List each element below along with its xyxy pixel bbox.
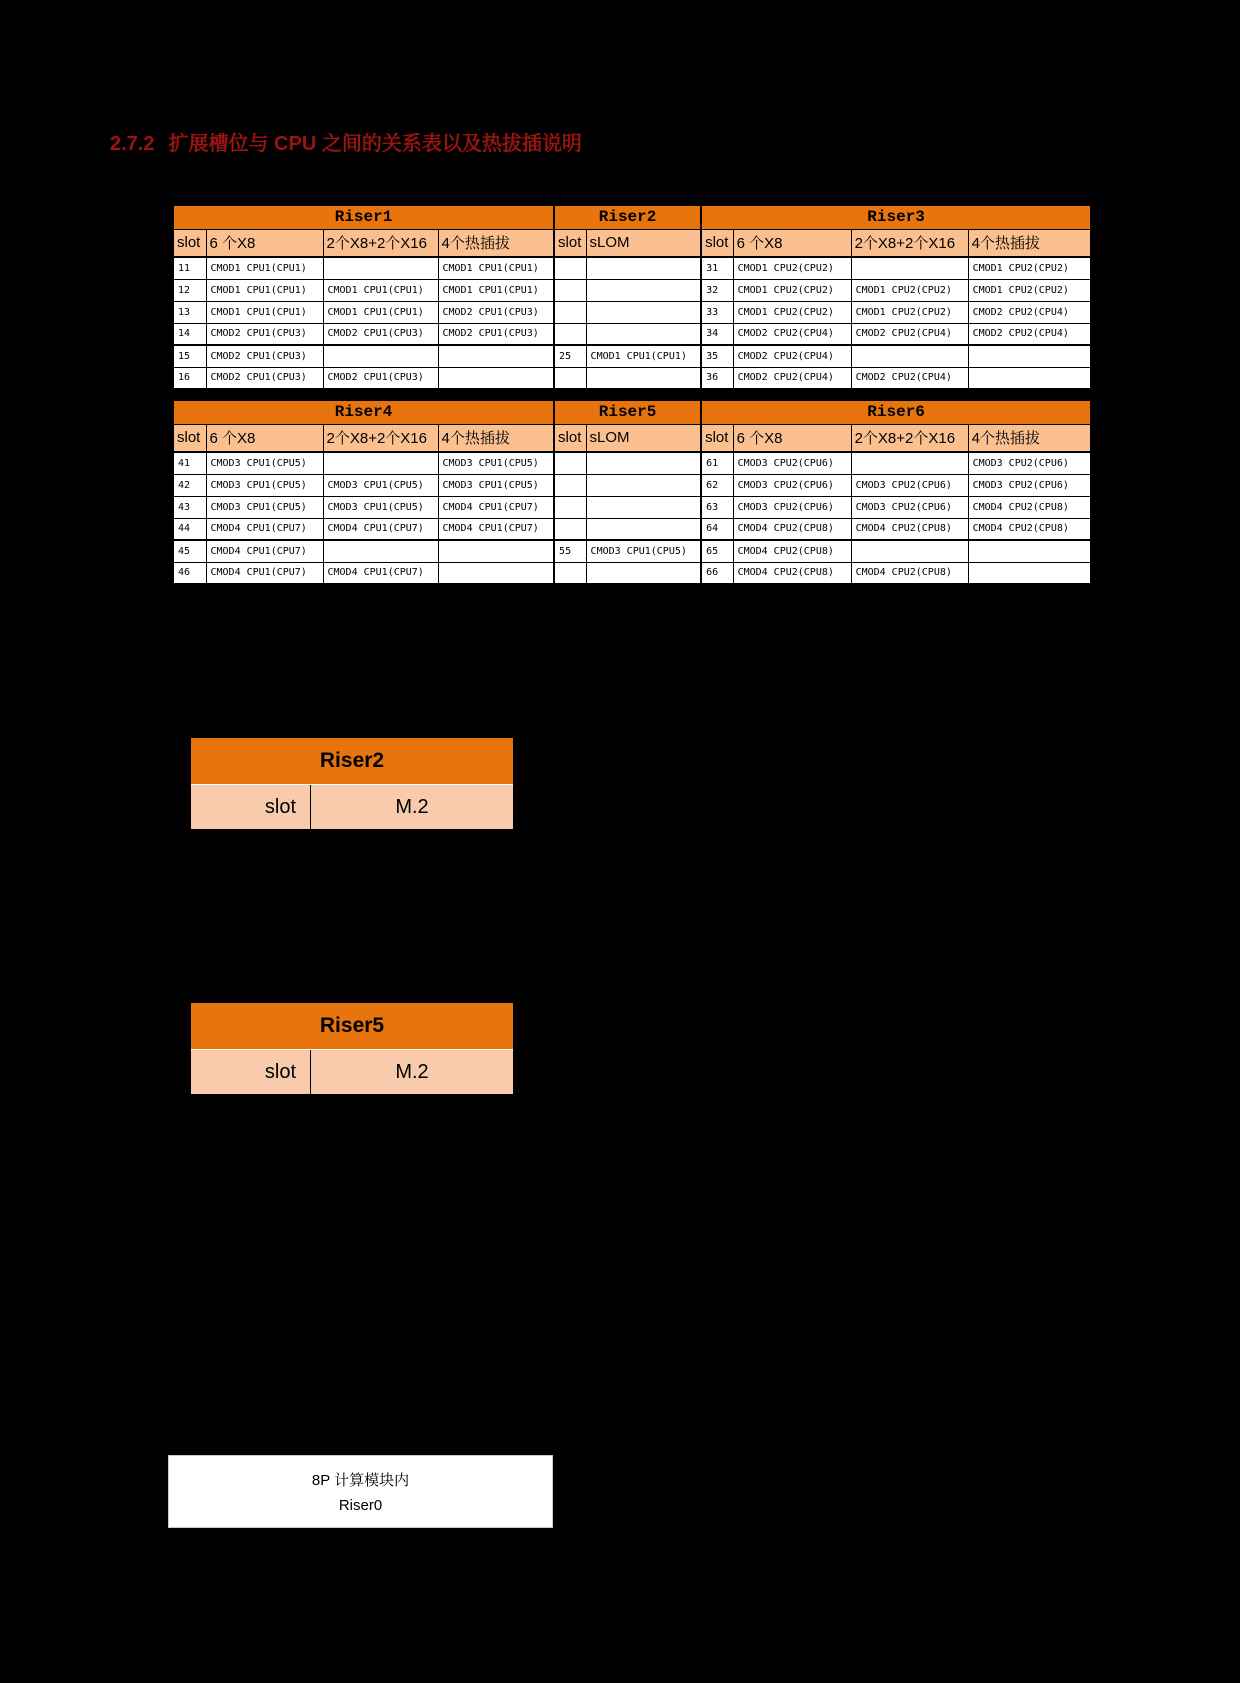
column-header: slot bbox=[554, 424, 586, 452]
cpu-mapping-cell: CMOD2 CPU1(CPU3) bbox=[323, 367, 438, 389]
slot-cell: 45 bbox=[173, 540, 206, 562]
cpu-mapping-cell: CMOD3 CPU1(CPU5) bbox=[586, 540, 701, 562]
riser-1-2-3-table bbox=[172, 204, 1092, 390]
cpu-mapping-cell: CMOD3 CPU2(CPU6) bbox=[733, 496, 851, 518]
cpu-mapping-cell: CMOD3 CPU2(CPU6) bbox=[733, 474, 851, 496]
slot-cell: 62 bbox=[701, 474, 733, 496]
riser-group-header: Riser4 bbox=[173, 400, 554, 424]
cpu-mapping-cell bbox=[968, 367, 1091, 389]
slot-cell: 44 bbox=[173, 518, 206, 540]
section-title: 扩展槽位与 CPU 之间的关系表以及热拔插说明 bbox=[168, 133, 582, 155]
cpu-mapping-cell bbox=[851, 452, 968, 474]
riser2-m2-title: Riser2 bbox=[191, 738, 513, 784]
cpu-mapping-cell: CMOD3 CPU2(CPU6) bbox=[968, 474, 1091, 496]
cpu-mapping-cell bbox=[438, 367, 554, 389]
slot-cell: 25 bbox=[554, 345, 586, 367]
column-header: slot bbox=[701, 229, 733, 257]
riser0-module-box bbox=[168, 1455, 553, 1528]
cpu-mapping-cell: CMOD2 CPU2(CPU4) bbox=[968, 301, 1091, 323]
cpu-mapping-cell: CMOD3 CPU1(CPU5) bbox=[206, 496, 323, 518]
column-header: 6 个X8 bbox=[733, 229, 851, 257]
cpu-mapping-cell: CMOD1 CPU1(CPU1) bbox=[586, 345, 701, 367]
slot-cell bbox=[554, 301, 586, 323]
riser2-m2-row bbox=[191, 784, 513, 829]
slot-cell bbox=[554, 496, 586, 518]
slot-cell bbox=[554, 257, 586, 279]
cpu-mapping-cell: CMOD3 CPU1(CPU5) bbox=[438, 474, 554, 496]
slot-cell bbox=[554, 474, 586, 496]
column-header: 4个热插拔 bbox=[438, 229, 554, 257]
cpu-mapping-cell bbox=[586, 474, 701, 496]
cpu-mapping-cell: CMOD3 CPU1(CPU5) bbox=[206, 452, 323, 474]
slot-cell: 64 bbox=[701, 518, 733, 540]
cpu-mapping-cell: CMOD2 CPU2(CPU4) bbox=[968, 323, 1091, 345]
cpu-mapping-cell bbox=[586, 496, 701, 518]
slot-cell: 12 bbox=[173, 279, 206, 301]
cpu-mapping-cell: CMOD4 CPU1(CPU7) bbox=[323, 518, 438, 540]
column-header: 6 个X8 bbox=[206, 229, 323, 257]
cpu-mapping-cell: CMOD4 CPU2(CPU8) bbox=[851, 562, 968, 584]
cpu-mapping-cell bbox=[851, 257, 968, 279]
column-header: 2个X8+2个X16 bbox=[323, 424, 438, 452]
slot-cell: 35 bbox=[701, 345, 733, 367]
cpu-mapping-cell: CMOD4 CPU1(CPU7) bbox=[438, 496, 554, 518]
cpu-mapping-cell bbox=[438, 345, 554, 367]
cpu-mapping-cell bbox=[438, 540, 554, 562]
riser-group-header: Riser1 bbox=[173, 205, 554, 229]
cpu-mapping-cell: CMOD2 CPU2(CPU4) bbox=[733, 345, 851, 367]
cpu-mapping-cell: CMOD4 CPU1(CPU7) bbox=[438, 518, 554, 540]
column-header: slot bbox=[701, 424, 733, 452]
cpu-mapping-cell: CMOD1 CPU2(CPU2) bbox=[733, 279, 851, 301]
cpu-mapping-cell bbox=[851, 540, 968, 562]
cpu-mapping-cell: CMOD3 CPU1(CPU5) bbox=[206, 474, 323, 496]
slot-cell bbox=[554, 452, 586, 474]
cpu-mapping-cell: CMOD1 CPU2(CPU2) bbox=[968, 257, 1091, 279]
column-header: 6 个X8 bbox=[733, 424, 851, 452]
riser-group-header: Riser5 bbox=[554, 400, 701, 424]
riser0-module-line2: Riser0 bbox=[338, 1497, 383, 1514]
cpu-mapping-cell: CMOD2 CPU1(CPU3) bbox=[438, 301, 554, 323]
riser5-m2-slot-label: slot bbox=[191, 1050, 311, 1094]
cpu-mapping-cell: CMOD2 CPU1(CPU3) bbox=[323, 323, 438, 345]
cpu-mapping-cell bbox=[586, 518, 701, 540]
slot-cell bbox=[554, 518, 586, 540]
riser0-module-line1: 8P 计算模块内 bbox=[311, 1472, 410, 1489]
cpu-mapping-cell: CMOD4 CPU2(CPU8) bbox=[851, 518, 968, 540]
cpu-mapping-cell: CMOD1 CPU2(CPU2) bbox=[851, 279, 968, 301]
slot-cell: 36 bbox=[701, 367, 733, 389]
cpu-mapping-cell: CMOD4 CPU2(CPU8) bbox=[733, 562, 851, 584]
riser2-m2-value-label: M.2 bbox=[395, 796, 429, 818]
riser-group-header: Riser2 bbox=[554, 205, 701, 229]
riser5-m2-table bbox=[190, 1002, 514, 1095]
cpu-mapping-cell: CMOD1 CPU2(CPU2) bbox=[851, 301, 968, 323]
slot-cell: 61 bbox=[701, 452, 733, 474]
slot-cell bbox=[554, 562, 586, 584]
cpu-mapping-cell bbox=[586, 452, 701, 474]
slot-cell bbox=[554, 323, 586, 345]
slot-cell: 16 bbox=[173, 367, 206, 389]
column-header: 4个热插拔 bbox=[968, 424, 1091, 452]
slot-cell: 63 bbox=[701, 496, 733, 518]
cpu-mapping-cell: CMOD2 CPU2(CPU4) bbox=[733, 367, 851, 389]
column-header: sLOM bbox=[586, 229, 701, 257]
slot-cell: 34 bbox=[701, 323, 733, 345]
section-heading bbox=[110, 127, 582, 156]
slot-cell: 66 bbox=[701, 562, 733, 584]
slot-cell: 46 bbox=[173, 562, 206, 584]
slot-cell: 33 bbox=[701, 301, 733, 323]
column-header: slot bbox=[554, 229, 586, 257]
cpu-mapping-cell: CMOD1 CPU1(CPU1) bbox=[438, 257, 554, 279]
cpu-mapping-cell: CMOD4 CPU2(CPU8) bbox=[968, 518, 1091, 540]
riser5-m2-value-label: M.2 bbox=[395, 1061, 429, 1083]
column-header: 2个X8+2个X16 bbox=[851, 229, 968, 257]
cpu-mapping-cell bbox=[586, 257, 701, 279]
cpu-mapping-cell bbox=[586, 279, 701, 301]
cpu-mapping-cell: CMOD4 CPU2(CPU8) bbox=[968, 496, 1091, 518]
cpu-mapping-cell: CMOD1 CPU2(CPU2) bbox=[733, 257, 851, 279]
cpu-mapping-cell bbox=[586, 367, 701, 389]
slot-cell: 15 bbox=[173, 345, 206, 367]
cpu-mapping-cell: CMOD4 CPU2(CPU8) bbox=[733, 540, 851, 562]
riser5-m2-title: Riser5 bbox=[191, 1003, 513, 1049]
cpu-mapping-cell bbox=[968, 540, 1091, 562]
cpu-mapping-cell: CMOD2 CPU2(CPU4) bbox=[851, 367, 968, 389]
cpu-mapping-cell: CMOD1 CPU1(CPU1) bbox=[206, 301, 323, 323]
cpu-mapping-cell: CMOD1 CPU1(CPU1) bbox=[323, 279, 438, 301]
cpu-mapping-cell: CMOD3 CPU1(CPU5) bbox=[323, 474, 438, 496]
slot-cell: 11 bbox=[173, 257, 206, 279]
cpu-mapping-cell: CMOD1 CPU2(CPU2) bbox=[733, 301, 851, 323]
slot-cell: 42 bbox=[173, 474, 206, 496]
cpu-mapping-cell: CMOD3 CPU2(CPU6) bbox=[968, 452, 1091, 474]
slot-cell: 43 bbox=[173, 496, 206, 518]
cpu-mapping-cell: CMOD2 CPU1(CPU3) bbox=[206, 345, 323, 367]
cpu-mapping-cell: CMOD2 CPU2(CPU4) bbox=[851, 323, 968, 345]
cpu-mapping-cell bbox=[968, 345, 1091, 367]
cpu-mapping-cell: CMOD4 CPU1(CPU7) bbox=[206, 540, 323, 562]
slot-cell: 41 bbox=[173, 452, 206, 474]
cpu-mapping-cell: CMOD2 CPU1(CPU3) bbox=[438, 323, 554, 345]
cpu-mapping-cell bbox=[323, 540, 438, 562]
column-header: slot bbox=[173, 424, 206, 452]
slot-cell: 65 bbox=[701, 540, 733, 562]
slot-cell: 14 bbox=[173, 323, 206, 345]
section-number: 2.7.2 bbox=[110, 133, 155, 155]
cpu-mapping-cell: CMOD3 CPU1(CPU5) bbox=[323, 496, 438, 518]
slot-cell: 32 bbox=[701, 279, 733, 301]
cpu-mapping-cell: CMOD3 CPU1(CPU5) bbox=[438, 452, 554, 474]
cpu-mapping-cell: CMOD2 CPU1(CPU3) bbox=[206, 367, 323, 389]
cpu-mapping-cell bbox=[323, 257, 438, 279]
cpu-mapping-cell: CMOD4 CPU1(CPU7) bbox=[323, 562, 438, 584]
cpu-mapping-cell bbox=[323, 452, 438, 474]
cpu-mapping-cell bbox=[323, 345, 438, 367]
cpu-mapping-cell bbox=[586, 323, 701, 345]
slot-cell: 31 bbox=[701, 257, 733, 279]
column-header: sLOM bbox=[586, 424, 701, 452]
cpu-mapping-cell: CMOD2 CPU2(CPU4) bbox=[733, 323, 851, 345]
column-header: 2个X8+2个X16 bbox=[323, 229, 438, 257]
cpu-mapping-cell: CMOD1 CPU1(CPU1) bbox=[206, 279, 323, 301]
riser2-m2-table bbox=[190, 737, 514, 830]
cpu-mapping-cell: CMOD1 CPU2(CPU2) bbox=[968, 279, 1091, 301]
cpu-mapping-cell bbox=[438, 562, 554, 584]
riser-group-header: Riser6 bbox=[701, 400, 1091, 424]
riser2-m2-slot-label: slot bbox=[191, 785, 311, 829]
cpu-mapping-cell bbox=[851, 345, 968, 367]
cpu-mapping-cell: CMOD4 CPU1(CPU7) bbox=[206, 518, 323, 540]
column-header: 4个热插拔 bbox=[968, 229, 1091, 257]
cpu-mapping-cell bbox=[586, 562, 701, 584]
cpu-mapping-cell: CMOD2 CPU1(CPU3) bbox=[206, 323, 323, 345]
slot-cell bbox=[554, 279, 586, 301]
column-header: 4个热插拔 bbox=[438, 424, 554, 452]
cpu-mapping-cell: CMOD1 CPU1(CPU1) bbox=[438, 279, 554, 301]
riser-4-5-6-table bbox=[172, 399, 1092, 585]
slot-cell bbox=[554, 367, 586, 389]
cpu-mapping-cell bbox=[968, 562, 1091, 584]
slot-cell: 13 bbox=[173, 301, 206, 323]
riser5-m2-row bbox=[191, 1049, 513, 1094]
cpu-mapping-cell: CMOD1 CPU1(CPU1) bbox=[206, 257, 323, 279]
slot-cell: 55 bbox=[554, 540, 586, 562]
cpu-mapping-cell: CMOD4 CPU1(CPU7) bbox=[206, 562, 323, 584]
cpu-mapping-cell bbox=[586, 301, 701, 323]
cpu-mapping-cell: CMOD4 CPU2(CPU8) bbox=[733, 518, 851, 540]
riser-group-header: Riser3 bbox=[701, 205, 1091, 229]
cpu-mapping-cell: CMOD3 CPU2(CPU6) bbox=[851, 496, 968, 518]
cpu-mapping-cell: CMOD3 CPU2(CPU6) bbox=[733, 452, 851, 474]
column-header: slot bbox=[173, 229, 206, 257]
cpu-mapping-cell: CMOD1 CPU1(CPU1) bbox=[323, 301, 438, 323]
column-header: 6 个X8 bbox=[206, 424, 323, 452]
column-header: 2个X8+2个X16 bbox=[851, 424, 968, 452]
cpu-mapping-cell: CMOD3 CPU2(CPU6) bbox=[851, 474, 968, 496]
